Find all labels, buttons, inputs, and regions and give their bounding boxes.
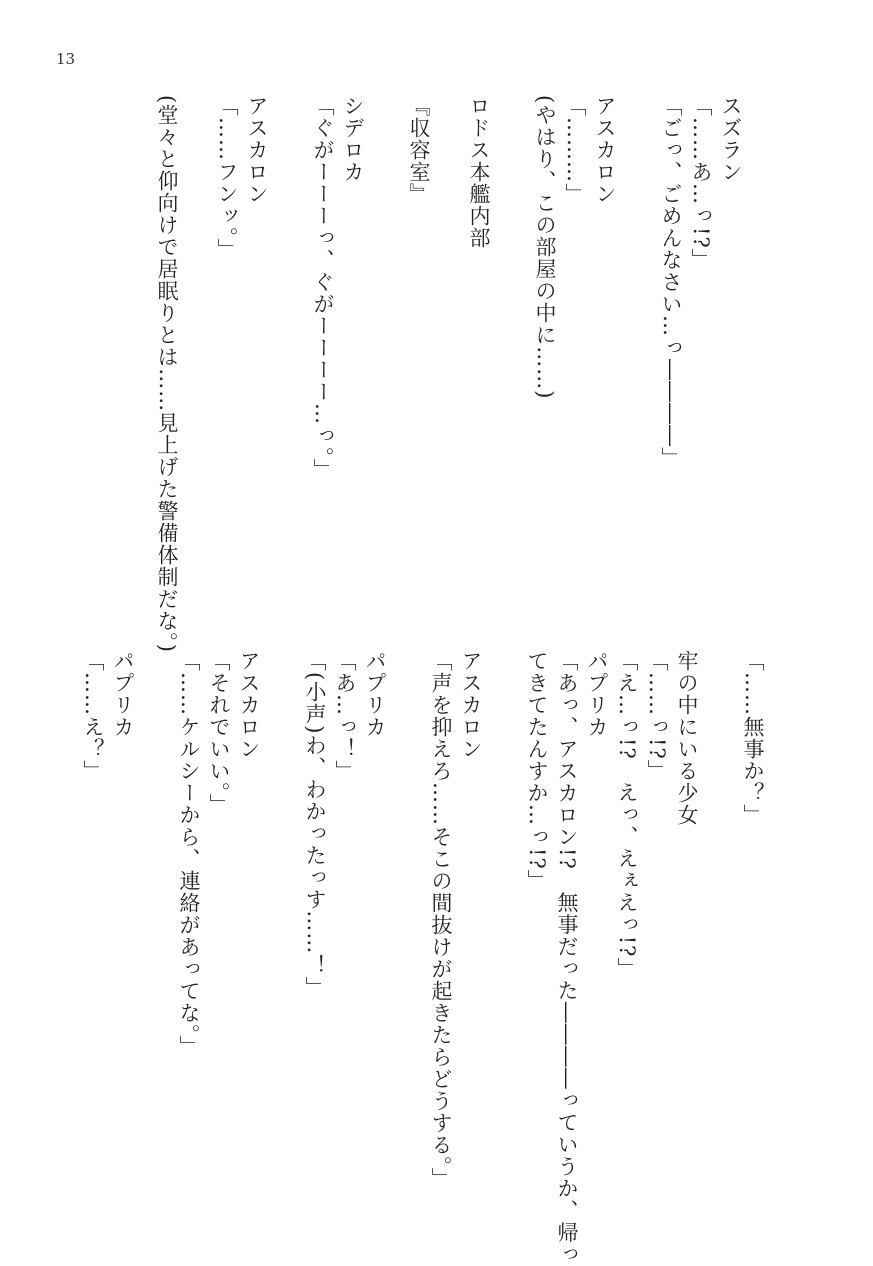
dialogue-line: 「(小声)わ、わかったっす……！」: [303, 650, 327, 999]
speaker-name: 牢の中にいる少女: [675, 650, 699, 826]
speaker-name: アスカロン: [237, 650, 261, 760]
speaker-name: アスカロン: [593, 95, 617, 205]
dialogue-line: 「……っ!?」: [645, 650, 669, 782]
thought-line: (堂々と仰向けで居眠りとは……見上げた警備体制だな。): [155, 95, 179, 653]
bottom-text-block: [79, 650, 765, 1266]
speaker-name: パプリカ: [585, 650, 609, 738]
dialogue-line: 「ごっ、ごめんなさい…っ――――」: [659, 95, 683, 469]
speaker-name: パプリカ: [111, 650, 135, 738]
scene-heading: ロドス本艦内部: [467, 95, 491, 249]
dialogue-line: 「ぐがーーーっ、ぐがーーーー…っ。」: [311, 95, 335, 481]
dialogue-line: 「……ケルシーから、連絡があってな。」: [177, 650, 201, 1058]
speaker-name: スズラン: [719, 95, 743, 183]
dialogue-line: 「………」: [563, 95, 587, 205]
dialogue-line: 「……無事か？」: [741, 650, 765, 826]
dialogue-line: 「声を抑えろ……そこの間抜けが起きたらどうする。」: [429, 650, 453, 1190]
speaker-name: アスカロン: [459, 650, 483, 760]
page-number: 13: [56, 50, 76, 68]
dialogue-line: 「……フンッ。」: [215, 95, 239, 261]
top-text-block: [153, 95, 743, 653]
speaker-name: シデロカ: [341, 95, 365, 183]
speaker-name: パプリカ: [363, 650, 387, 738]
scene-location: 『収容室』: [407, 95, 431, 205]
dialogue-line: 「……あ…っ!?」: [689, 95, 713, 271]
dialogue-line: 「あ…っ！」: [333, 650, 357, 782]
dialogue-line: 「……え？」: [81, 650, 105, 782]
dialogue-line: 「それでいい。」: [207, 650, 231, 816]
dialogue-line-continued: てきてたんすか…っ!?」: [525, 650, 549, 892]
dialogue-line: 「あっ、アスカロン!? 無事だった――――っていうか、帰っ: [555, 650, 579, 1266]
dialogue-line: 「え…っ!? えっ、えぇえっ!?」: [615, 650, 639, 980]
thought-line: (やはり、この部屋の中に……): [533, 95, 557, 400]
speaker-name: アスカロン: [245, 95, 269, 205]
